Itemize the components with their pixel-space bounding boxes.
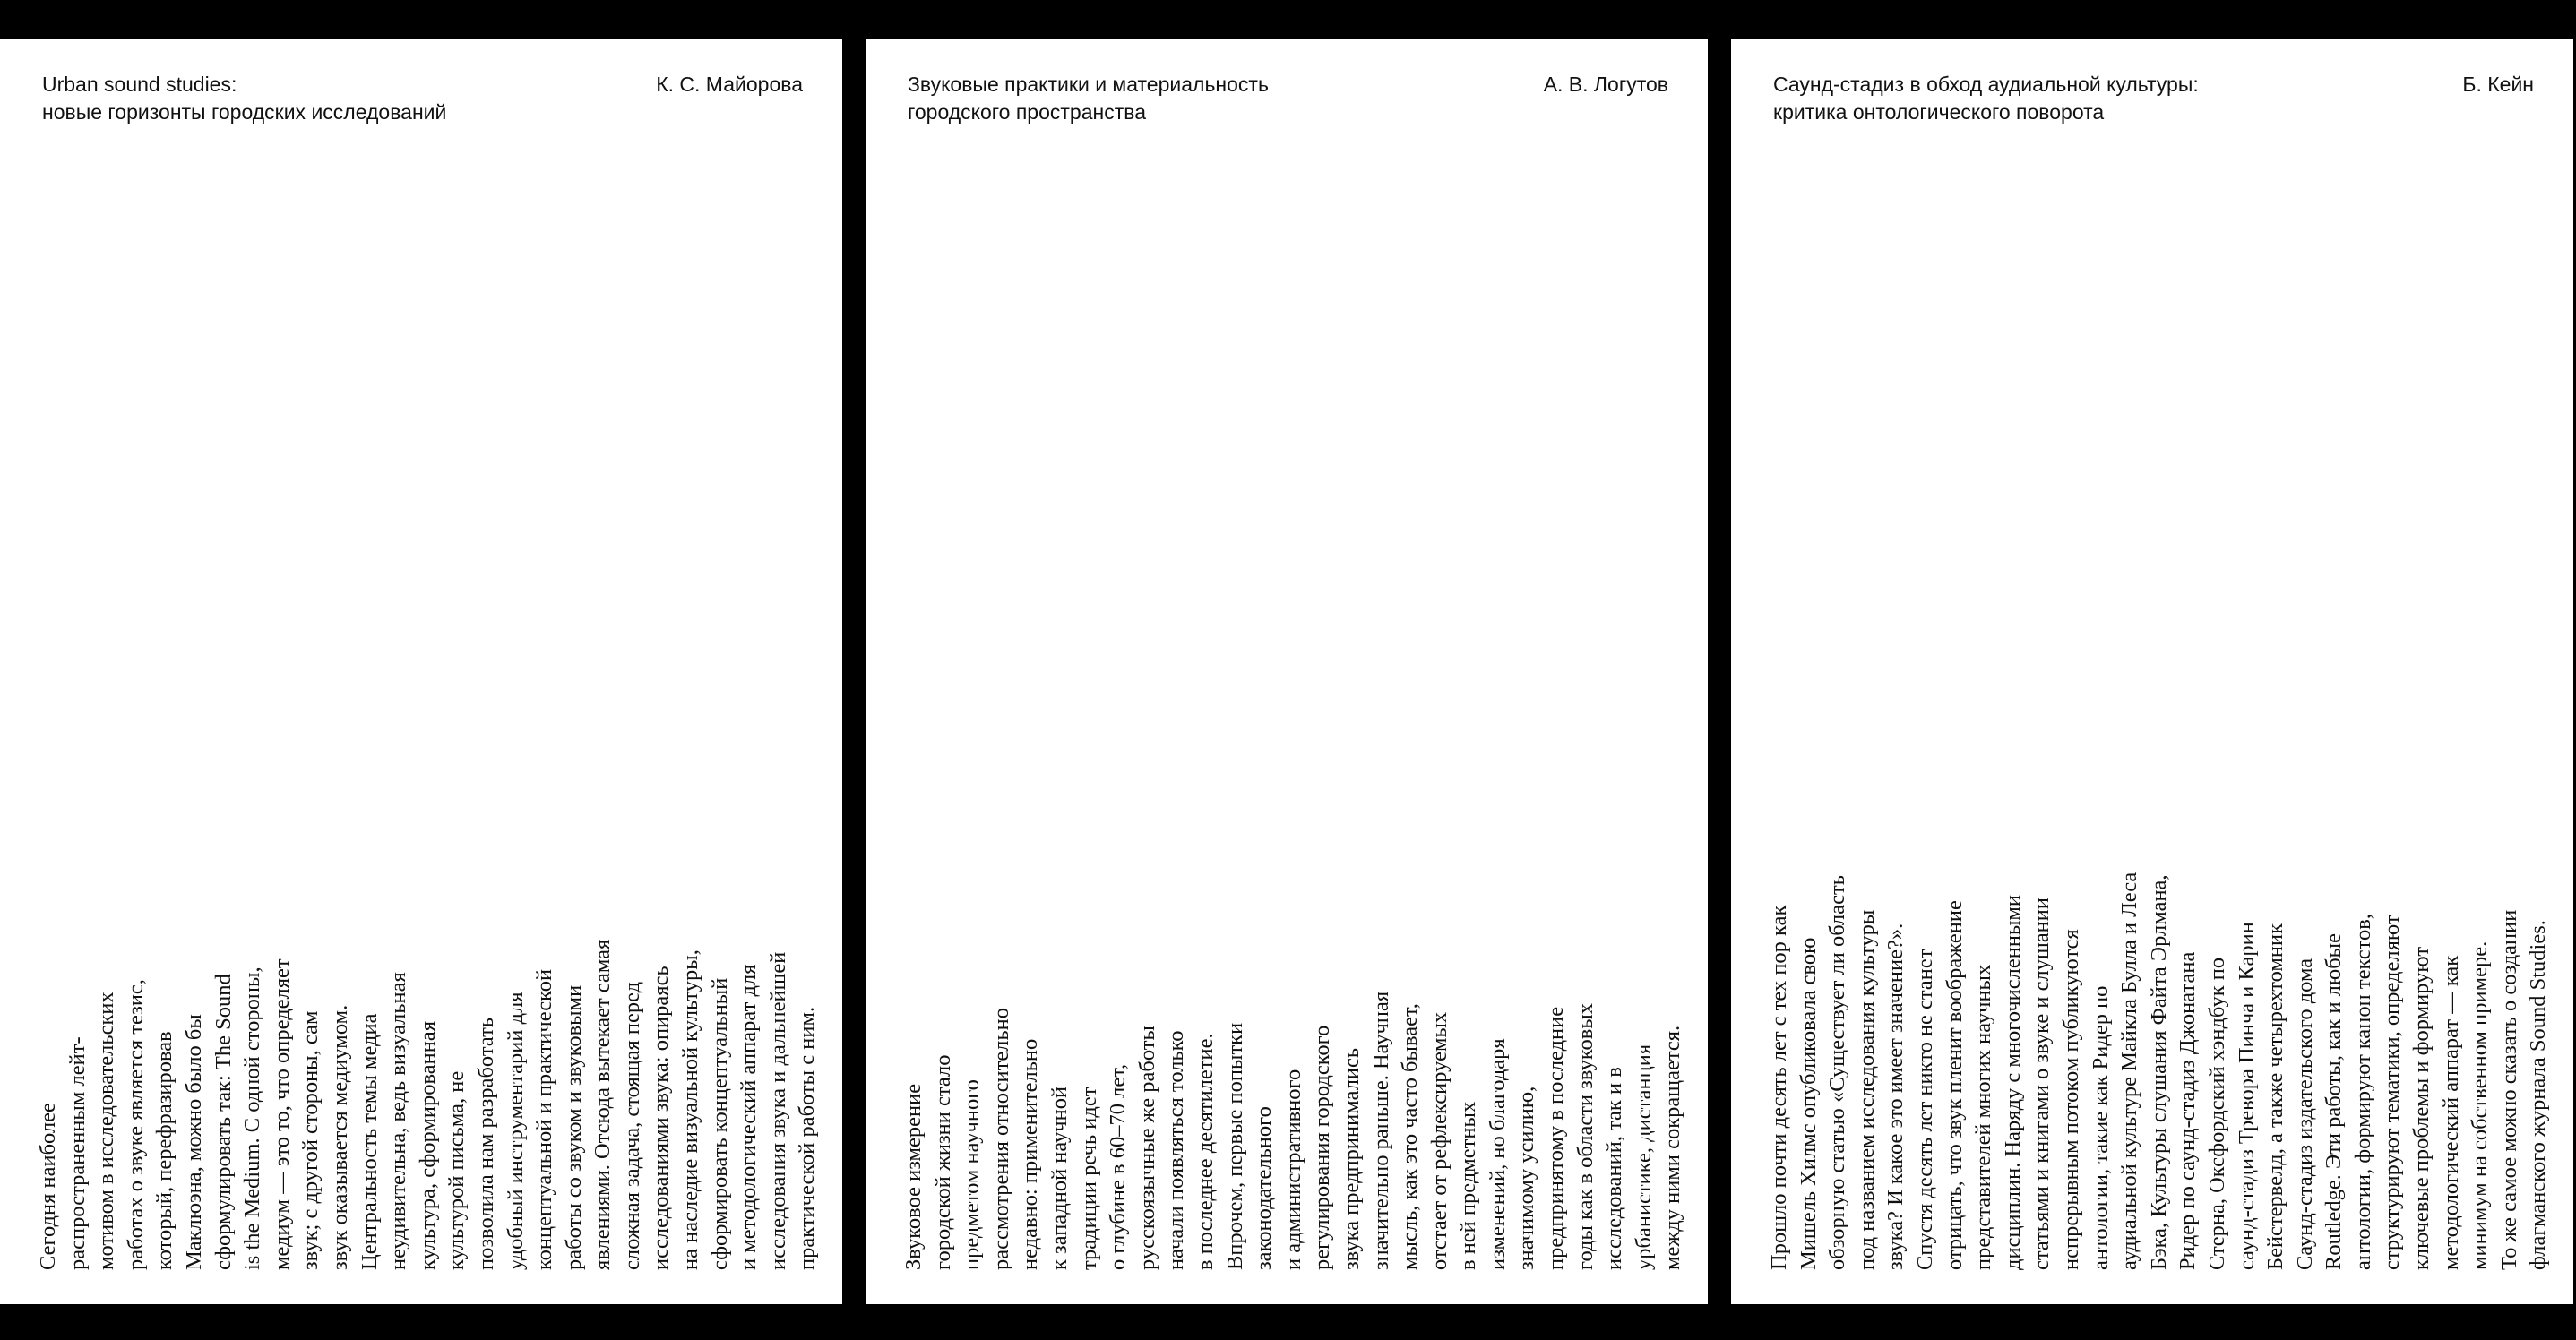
article-author: К. С. Майорова <box>656 73 803 96</box>
article-card-1: Urban sound studies: новые горизонты городских исследований К. С. Майорова Сегодня наиболее распространенным лейт- мотивом в исследовательских работах о звуке является тезис, который, перефразировав Маклюэна, можно было бы сформулировать так: The Sound is the Medium. С одной стороны, медиум — это то, что определяет звук; с другой стороны, сам звук оказывается медиумом. Центральность темы медиа неудивительна, ведь визуальная культура, сформированная культурой письма, не позволила нам разработать удобный инструментарий для концептуальной и практической работы со звуком и звуковыми явлениями. Отсюда вытекает самая сложная задача, стоящая перед исследованиями звука: опираясь на наследие визуальной культуры, сформировать концептуальный и методологический аппарат для исследования звука и дальнейшей практической работы с ним. <box>0 39 842 1304</box>
article-card-2: Звуковые практики и материальность городского пространства А. В. Логутов Звуковое измерение городской жизни стало предметом научного рассмотрения относительно недавно: применительно к западной научной традиции речь идет о глубине в 60–70 лет, русскоязычные же работы начали появляться только в последнее десятилетие. Впрочем, первые попытки законодательного и административного регулирования городского звука предпринимались значительно раньше. Научная мысль, как это часто бывает, отстает от рефлексируемых в ней предметных изменений, но благодаря значимому усилию, предпринятому в последние годы как в области звуковых исследований, так и в урбанистике, дистанция между ними сокращается. <box>866 39 1708 1304</box>
article-author: Б. Кейн <box>2462 73 2534 96</box>
article-title: Urban sound studies: новые горизонты городских исследований <box>42 73 447 124</box>
article-title: Саунд-стадиз в обход аудиальной культуры: критика онтологического поворота <box>1773 73 2199 124</box>
article-card-3: Саунд-стадиз в обход аудиальной культуры: критика онтологического поворота Б. Кейн Прошло почти десять лет с тех пор как Мишель Хилмс опубликовала свою обзорную статью «Существует ли область под названием исследования культуры звука? И какое это имеет значение?». Спустя десять лет никто не станет отрицать, что звук пленит воображение представителей многих научных дисциплин. Наряду с многочисленными статьями и книгами о звуке и слушании непрерывным потоком публикуются антологии, такие как Ридер по аудиальной культуре Майкла Булла и Леса Бэка, Культуры слушания Файта Эрлмана, Ридер по саунд-стадиз Джонатана Стерна, Оксфордский хэндбук по саунд-стадиз Тревора Пинча и Карин Бейстервелд, а также четырехтомник Саунд-стадиз издательского дома Routledge. Эти работы, как и любые антологии, формируют канон текстов, структурируют тематики, определяют ключевые проблемы и формируют методологический аппарат — как минимум на собственном примере. То же самое можно сказать о создании флагманского журнала Sound Studies. <box>1731 39 2573 1304</box>
article-title: Звуковые практики и материальность городского пространства <box>908 73 1269 124</box>
article-author: А. В. Логутов <box>1543 73 1668 96</box>
